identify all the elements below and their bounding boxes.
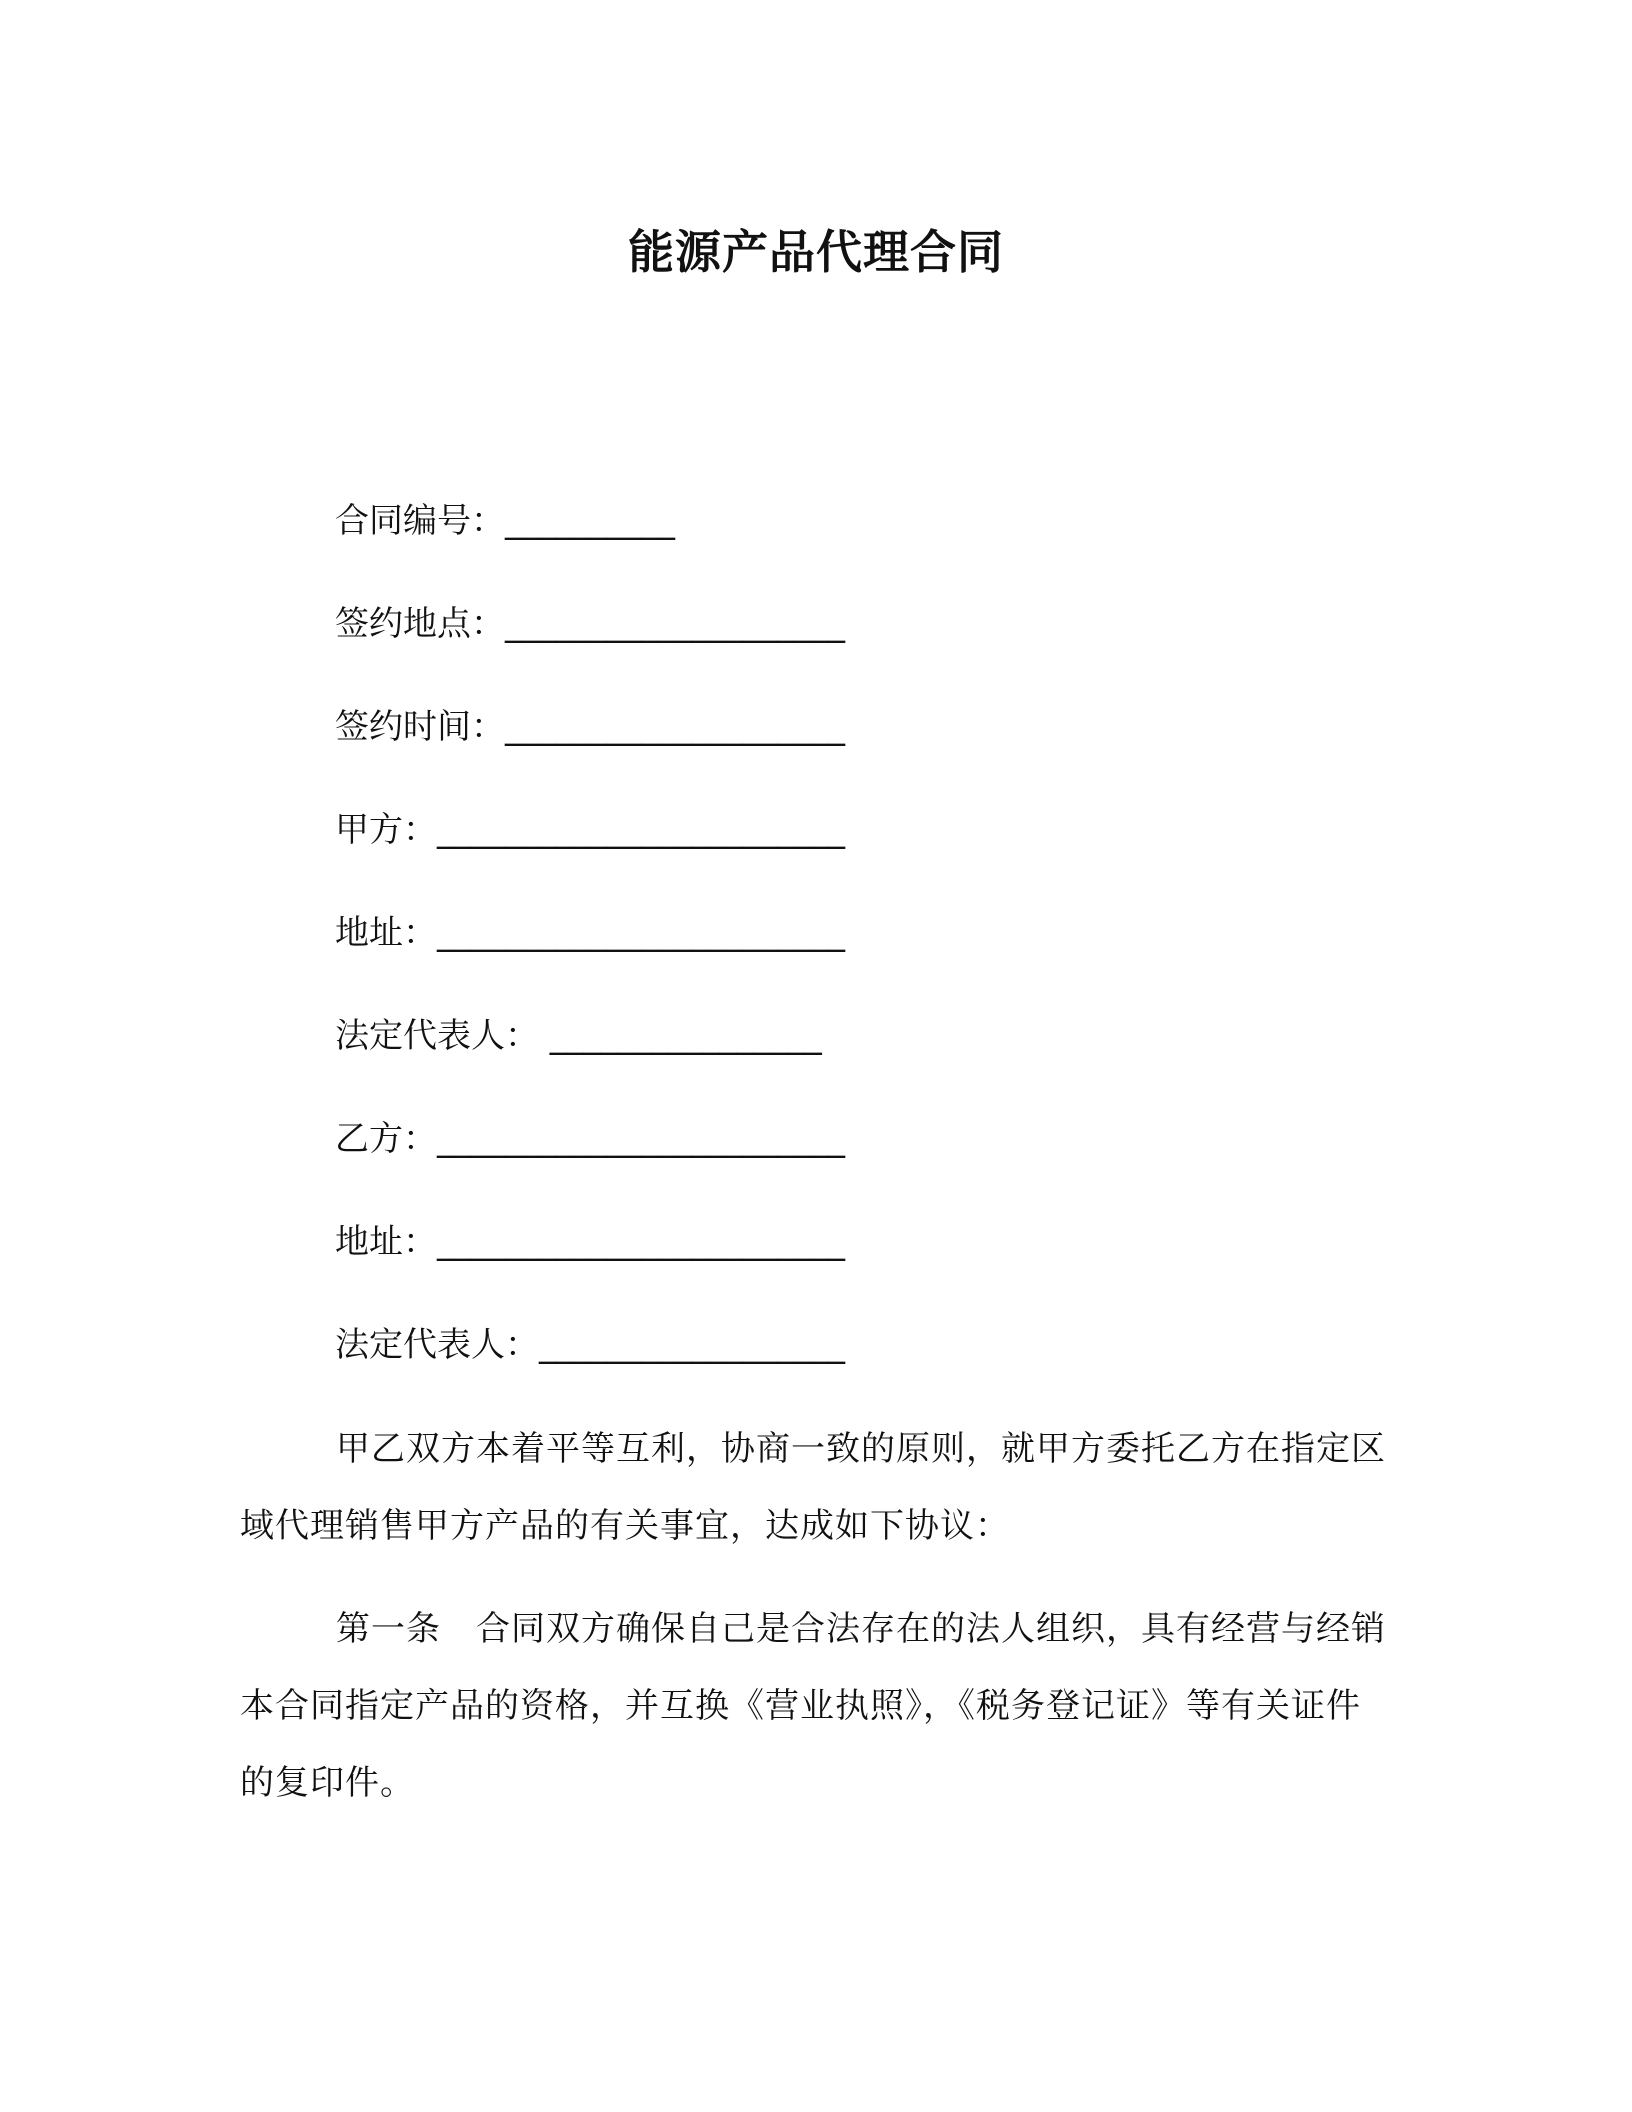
article-one-paragraph: 第一条 合同双方确保自己是合法存在的法人组织，具有经营与经销本合同指定产品的资格，并互换《营业执照》，《税务登记证》等有关证件的复印件。 xyxy=(240,1609,1386,1803)
page-title: 能源产品代理合同 xyxy=(628,225,1004,279)
field-party-b-representative: 法定代表人：__________________ xyxy=(335,1325,845,1365)
field-signing-time: 签约时间：____________________ xyxy=(335,707,845,747)
field-party-b: 乙方：________________________ xyxy=(335,1119,845,1159)
field-party-a: 甲方：________________________ xyxy=(335,810,845,850)
field-contract-number: 合同编号：__________ xyxy=(335,501,675,541)
field-signing-place: 签约地点：____________________ xyxy=(335,604,845,644)
field-party-b-address: 地址：________________________ xyxy=(335,1222,845,1262)
field-party-a-address: 地址：________________________ xyxy=(335,913,845,953)
field-party-a-representative: 法定代表人： ________________ xyxy=(335,1016,822,1056)
preamble-paragraph: 甲乙双方本着平等互利，协商一致的原则，就甲方委托乙方在指定区域代理销售甲方产品的有关事宜，达成如下协议： xyxy=(240,1429,1386,1546)
